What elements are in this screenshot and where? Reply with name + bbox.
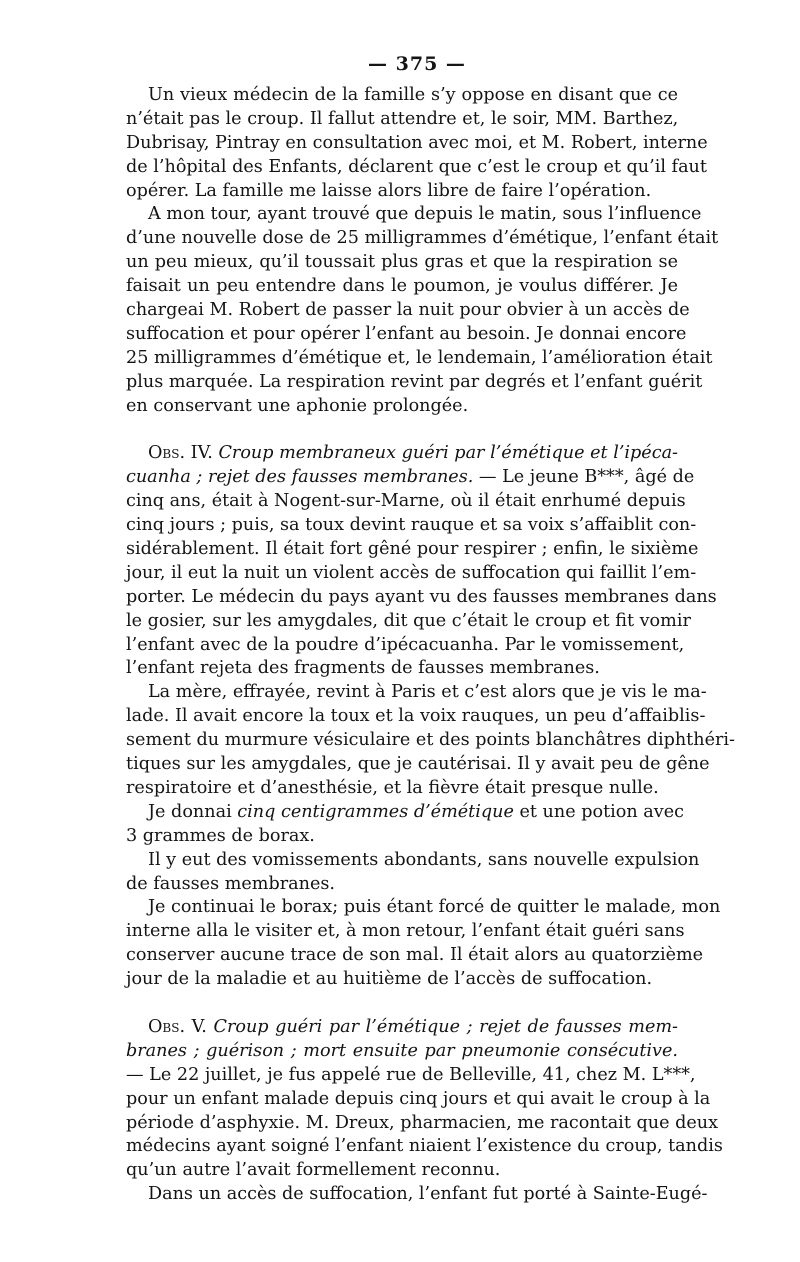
text-line: Il y eut des vomissements abondants, sans nouvelle expulsion: [148, 849, 700, 870]
text-line: période d’asphyxie. M. Dreux, pharmacien, me racontait que deux: [126, 1112, 719, 1133]
observation-4-paragraph-2: [126, 681, 735, 800]
observation-5-paragraph-2: [126, 1183, 708, 1207]
text-line: lade. Il avait encore la toux et la voix rauques, un peu d’affaiblis-: [126, 706, 706, 727]
text-line: Dans un accès de suffocation, l’enfant fut porté à Sainte-Eugé-: [148, 1184, 708, 1205]
text-run: Je donnai: [148, 801, 238, 822]
text-line: interne alla le visiter et, à mon retour, l’enfant était guéri sans: [126, 921, 685, 942]
text-line: d’une nouvelle dose de 25 milligrammes d’émétique, l’enfant était: [126, 228, 719, 249]
text-line: porter. Le médecin du pays ayant vu des fausses membranes dans: [126, 586, 717, 607]
text-line: La mère, effrayée, revint à Paris et c’est alors que je vis le ma-: [148, 682, 707, 703]
observation-label: Obs. V.: [148, 1016, 207, 1037]
text-line: tiques sur les amygdales, que je cautérisai. Il y avait peu de gêne: [126, 754, 710, 775]
text-line: l’enfant rejeta des fragments de fausses membranes.: [126, 658, 600, 679]
text-line: chargeai M. Robert de passer la nuit pour obvier à un accès de: [126, 300, 690, 321]
section-gap: [126, 418, 678, 442]
text-line: de l’hôpital des Enfants, déclarent que c’est le croup et qu’il faut: [126, 156, 707, 177]
book-page: [126, 52, 735, 1207]
text-line: opérer. La famille me laisse alors libre de faire l’opération.: [126, 180, 652, 201]
text-line: suffocation et pour opérer l’enfant au besoin. Je donnai encore: [126, 323, 687, 344]
text-line: médecins ayant soigné l’enfant niaient l’existence du croup, tandis: [126, 1136, 723, 1157]
paragraph-2: [126, 203, 719, 418]
text-line: cinq ans, était à Nogent-sur-Marne, où il était enrhumé depuis: [126, 491, 686, 512]
section-gap: [126, 992, 678, 1016]
text-line: plus marquée. La respiration revint par degrés et l’enfant guérit: [126, 371, 703, 392]
observation-heading: [126, 1016, 678, 1040]
text-line: le gosier, sur les amygdales, dit que c’était le croup et fit vomir: [126, 610, 691, 631]
observation-heading: [126, 442, 678, 466]
text-run: et une potion avec: [513, 801, 684, 822]
text-line: Je continuai le borax; puis étant forcé de quitter le malade, mon: [148, 897, 721, 918]
page-number: — 375 —: [368, 53, 466, 75]
text-line: n’était pas le croup. Il fallut attendre et, le soir, MM. Barthez,: [126, 108, 679, 129]
observation-4: [126, 442, 717, 681]
text-line: jour de la maladie et au huitième de l’accès de suffocation.: [126, 969, 653, 990]
observation-4-paragraph-3: [126, 801, 684, 849]
text-line: respiratoire et d’anesthésie, et la fièvre était presque nulle.: [126, 777, 659, 798]
text-line: — Le 22 juillet, je fus appelé rue de Belleville, 41, chez M. L***,: [126, 1064, 696, 1085]
observation-title: Croup guéri par l’émétique ; rejet de fausses mem-: [213, 1016, 678, 1037]
text-line: 3 grammes de borax.: [126, 825, 315, 846]
observation-5: [126, 1016, 723, 1183]
italic-run: cinq centigrammes d’émétique: [237, 801, 514, 822]
text-line: conserver aucune trace de son mal. Il était alors au quatorzième: [126, 945, 704, 966]
text-run: — Le jeune B***, âgé de: [478, 467, 695, 488]
observation-title-cont: cuanha ; rejet des fausses membranes.: [126, 467, 474, 488]
text-line: Dubrisay, Pintray en consultation avec moi, et M. Robert, interne: [126, 132, 708, 153]
text-line: en conservant une aphonie prolongée.: [126, 395, 469, 416]
text-line: sidérablement. Il était fort gêné pour respirer ; enfin, le sixième: [126, 539, 699, 560]
paragraph-1: [126, 84, 708, 203]
text-line: A mon tour, ayant trouvé que depuis le matin, sous l’influence: [148, 204, 702, 225]
text-line: de fausses membranes.: [126, 873, 335, 894]
text-line: 25 milligrammes d’émétique et, le lendemain, l’amélioration était: [126, 347, 713, 368]
text-line: qu’un autre l’avait formellement reconnu.: [126, 1160, 501, 1181]
text-line: sement du murmure vésiculaire et des points blanchâtres diphthéri-: [126, 730, 735, 751]
text-line: jour, il eut la nuit un violent accès de suffocation qui faillit l’em-: [126, 562, 697, 583]
observation-4-paragraph-5: [126, 896, 721, 992]
observation-title: Croup membraneux guéri par l’émétique et l’ipéca-: [218, 443, 678, 464]
text-line: cinq jours ; puis, sa toux devint rauque et sa voix s’affaiblit con-: [126, 515, 697, 536]
text-line: [126, 801, 684, 825]
text-line: faisait un peu entendre dans le poumon, je voulus différer. Je: [126, 276, 678, 297]
text-line: pour un enfant malade depuis cinq jours et qui avait le croup à la: [126, 1088, 711, 1109]
observation-heading-cont: [126, 466, 695, 490]
observation-title-cont: branes ; guérison ; mort ensuite par pneumonie consécutive.: [126, 1040, 678, 1061]
text-line: l’enfant avec de la poudre d’ipécacuanha. Par le vomissement,: [126, 634, 685, 655]
observation-4-paragraph-4: [126, 849, 700, 897]
observation-label: Obs. IV.: [148, 443, 213, 464]
text-line: un peu mieux, qu’il toussait plus gras et que la respiration se: [126, 252, 678, 273]
text-line: Un vieux médecin de la famille s’y oppose en disant que ce: [148, 85, 678, 105]
